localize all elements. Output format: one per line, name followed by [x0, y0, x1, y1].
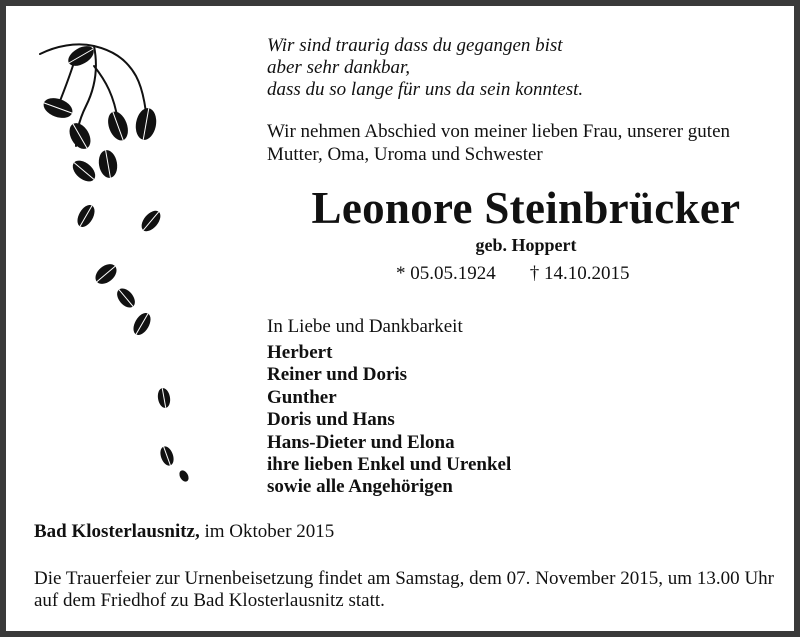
falling-leaves-branch-icon [36, 36, 206, 496]
place-and-date [34, 520, 334, 543]
funeral-notice: Die Trauerfeier zur Urnenbeisetzung findet am Samstag, dem 07. November 2015, um 13.00 Uhr auf dem Friedhof zu Bad Klosterlausnitz statt. [34, 568, 774, 611]
obituary-card [6, 6, 794, 631]
poem-line: Wir sind traurig dass du gegangen bist [267, 35, 563, 56]
mourner: Reiner und Doris [267, 364, 408, 386]
farewell-intro: Wir nehmen Abschied von meiner lieben Frau, unserer guten Mutter, Oma, Uroma und Schwester [267, 121, 731, 165]
place-date: im Oktober 2015 [204, 521, 335, 542]
poem [267, 35, 583, 101]
thanks-line: In Liebe und Dankbarkeit [267, 316, 463, 337]
life-dates [396, 262, 630, 286]
mourner: Gunther [267, 386, 337, 408]
death-date: † 14.10.2015 [529, 263, 630, 284]
mourner: sowie alle Angehörigen [267, 476, 453, 498]
poem-line: aber sehr dankbar, [267, 57, 411, 78]
maiden-name: geb. Hoppert [475, 235, 577, 255]
birth-date: * 05.05.1924 [396, 263, 496, 284]
mourner: Doris und Hans [267, 409, 395, 431]
mourner: ihre lieben Enkel und Urenkel [267, 454, 512, 476]
mourner: Herbert [267, 342, 333, 363]
deceased-name: Leonore Steinbrücker [311, 183, 741, 233]
mourners-list [267, 342, 511, 499]
poem-line: dass du so lange für uns da sein konntest. [267, 79, 584, 100]
mourner: Hans-Dieter und Elona [267, 431, 455, 453]
place-town: Bad Klosterlausnitz, [34, 521, 200, 542]
